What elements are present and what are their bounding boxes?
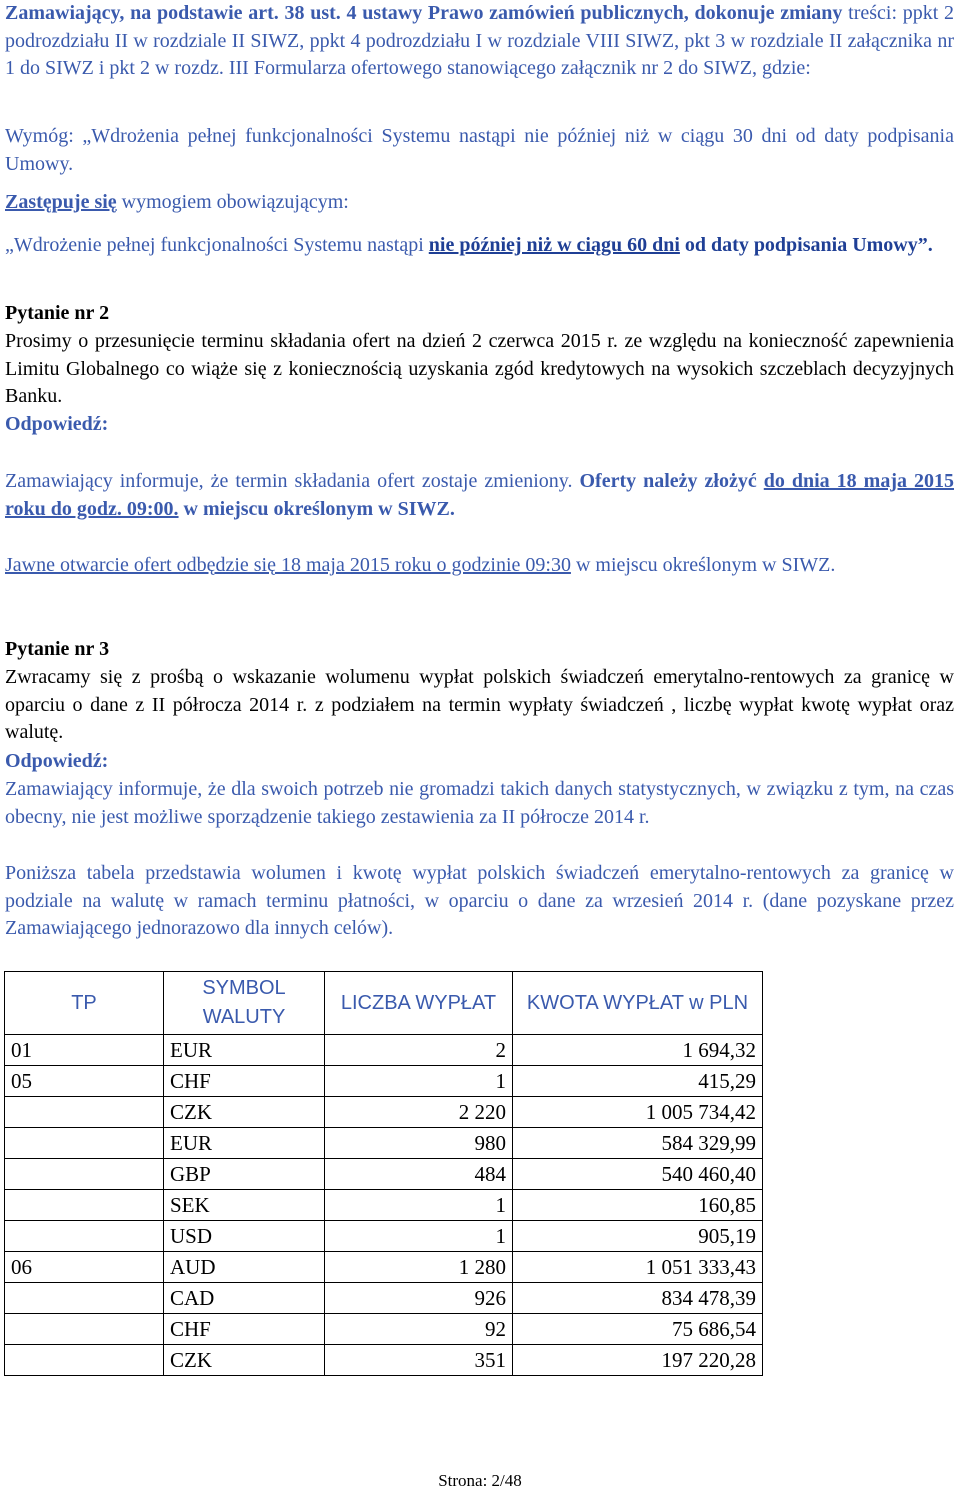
table-row: [5, 1066, 763, 1097]
table-row: [5, 1035, 763, 1066]
table-header-row: [5, 972, 763, 1035]
table-row: [5, 1221, 763, 1252]
cell-currency: EUR: [164, 1128, 325, 1159]
q2-answer-a4: w miejscu określonym w SIWZ.: [178, 497, 455, 520]
table-row: [5, 1097, 763, 1128]
intro-rest: treści: ppkt 2 podrozdziału II w rozdziale II SIWZ, ppkt 4 podrozdziału I w rozdziale VIII SIWZ, pkt 3 w rozdziale II załącznika nr 1 do SIWZ i pkt 2 w rozdz. III Formularza ofertowego stanowiącego załącznik nr 2 do SIWZ, gdzie:: [5, 2, 954, 79]
header-count: LICZBA WYPŁAT: [325, 972, 513, 1035]
question-2-opening: [5, 552, 954, 580]
cell-currency: USD: [164, 1221, 325, 1252]
q2-answer-a1: Zamawiający informuje, że termin składania ofert zostaje zmieniony.: [5, 470, 573, 492]
cell-tp: [5, 1221, 164, 1252]
q3-intro-a: Poniższa tabela przedstawia wolumen i kwotę wypłat polskich świadczeń emerytalno-rentowych za granicę w podziale na walutę w ramach terminu płatności, w oparciu o dane za wrzesień 2014 r.: [5, 862, 954, 912]
cell-amount: 905,19: [513, 1221, 763, 1252]
cell-amount: 540 460,40: [513, 1159, 763, 1190]
cell-tp: [5, 1314, 164, 1345]
cell-amount: 1 694,32: [513, 1035, 763, 1066]
cell-currency: SEK: [164, 1190, 325, 1221]
table-row: [5, 1345, 763, 1376]
question-3-answer-label: Odpowiedź:: [5, 750, 109, 772]
new-req-a: „Wdrożenie pełnej funkcjonalności Systemu nastąpi: [5, 234, 429, 256]
question-2-answer: [5, 468, 954, 523]
cell-count: 1: [325, 1190, 513, 1221]
question-3-answer: Zamawiający informuje, że dla swoich potrzeb nie gromadzi takich danych statystycznych, w związku z tym, na czas obecny, nie jest możliwe sporządzenie takiego zestawienia za II półrocze 2014 r.: [5, 778, 954, 828]
payments-table: [4, 971, 763, 1376]
q3-intro-b: (dane pozyskane przez Zamawiającego jednorazowo dla innych celów).: [5, 889, 954, 939]
cell-count: 926: [325, 1283, 513, 1314]
question-3-text: Zwracamy się z prośbą o wskazanie wolumenu wypłat polskich świadczeń emerytalno-rentowych za granicę w oparciu o dane z II półrocza 2014 r. z podziałem na termin wypłaty świadczeń , liczbę wypłat kwotę wypłat oraz walutę.: [5, 666, 954, 743]
cell-amount: 160,85: [513, 1190, 763, 1221]
cell-tp: [5, 1345, 164, 1376]
cell-amount: 197 220,28: [513, 1345, 763, 1376]
cell-count: 1 280: [325, 1252, 513, 1283]
table-row: [5, 1159, 763, 1190]
cell-count: 92: [325, 1314, 513, 1345]
cell-tp: [5, 1128, 164, 1159]
page-number: Strona: 2/48: [438, 1471, 522, 1490]
question-3-heading: Pytanie nr 3: [5, 638, 110, 660]
cell-currency: CZK: [164, 1345, 325, 1376]
cell-currency: AUD: [164, 1252, 325, 1283]
cell-amount: 415,29: [513, 1066, 763, 1097]
cell-amount: 1 051 333,43: [513, 1252, 763, 1283]
header-currency: SYMBOL WALUTY: [164, 972, 325, 1035]
cell-tp: [5, 1283, 164, 1314]
cell-currency: CAD: [164, 1283, 325, 1314]
amendment-intro: [5, 0, 954, 83]
intro-bold: Zamawiający, na podstawie art. 38 ust. 4 ustawy Prawo zamówień publicznych, dokonuje zmiany: [5, 2, 843, 24]
cell-currency: GBP: [164, 1159, 325, 1190]
table-row: [5, 1314, 763, 1345]
cell-amount: 584 329,99: [513, 1128, 763, 1159]
question-2-text: Prosimy o przesunięcie terminu składania ofert na dzień 2 czerwca 2015 r. ze względu na konieczność zapewnienia Limitu Globalnego co wiąże się z koniecznością uzyskania zgód kredytowych na wysokich szczeblach decyzyjnych Banku.: [5, 330, 954, 407]
new-req-c: od daty podpisania Umowy”.: [679, 234, 933, 256]
q2-opening-b1: Jawne otwarcie ofert odbędzie się 18 maja 2015 roku o godzinie 09:30: [5, 554, 571, 576]
cell-currency: CHF: [164, 1314, 325, 1345]
cell-tp: [5, 1097, 164, 1128]
cell-count: 2: [325, 1035, 513, 1066]
question-2-answer-label: Odpowiedź:: [5, 413, 109, 435]
table-row: [5, 1283, 763, 1314]
table-row: [5, 1128, 763, 1159]
cell-amount: 75 686,54: [513, 1314, 763, 1345]
cell-currency: CHF: [164, 1066, 325, 1097]
new-requirement: [5, 232, 954, 260]
q2-answer-a3: do dnia 18 maja 2015 roku do godz. 09:00.: [5, 470, 954, 520]
q2-answer-a2: Oferty należy złożyć: [572, 470, 764, 492]
question-2-heading: Pytanie nr 2: [5, 302, 110, 324]
header-amount: KWOTA WYPŁAT w PLN: [513, 972, 763, 1035]
cell-count: 484: [325, 1159, 513, 1190]
table-row: [5, 1190, 763, 1221]
cell-currency: CZK: [164, 1097, 325, 1128]
cell-currency: EUR: [164, 1035, 325, 1066]
table-row: [5, 1252, 763, 1283]
replacement-rest: wymogiem obowiązującym:: [116, 191, 349, 213]
cell-amount: 1 005 734,42: [513, 1097, 763, 1128]
cell-tp: 06: [5, 1252, 164, 1283]
replacement-bold: Zastępuje się: [5, 191, 117, 213]
cell-amount: 834 478,39: [513, 1283, 763, 1314]
replacement-intro: [5, 189, 954, 217]
question-3-table-intro: [5, 860, 954, 943]
cell-tp: [5, 1159, 164, 1190]
new-req-b: nie później niż w ciągu 60 dni: [428, 234, 680, 256]
cell-count: 2 220: [325, 1097, 513, 1128]
cell-tp: 01: [5, 1035, 164, 1066]
cell-count: 1: [325, 1066, 513, 1097]
cell-count: 980: [325, 1128, 513, 1159]
header-tp: TP: [5, 972, 164, 1035]
cell-count: 351: [325, 1345, 513, 1376]
cell-tp: [5, 1190, 164, 1221]
q2-opening-b2: w miejscu określonym w SIWZ.: [570, 554, 836, 576]
cell-count: 1: [325, 1221, 513, 1252]
cell-tp: 05: [5, 1066, 164, 1097]
old-requirement: Wymóg: „Wdrożenia pełnej funkcjonalności Systemu nastąpi nie później niż w ciągu 30 dni od daty podpisania Umowy.: [5, 125, 954, 175]
